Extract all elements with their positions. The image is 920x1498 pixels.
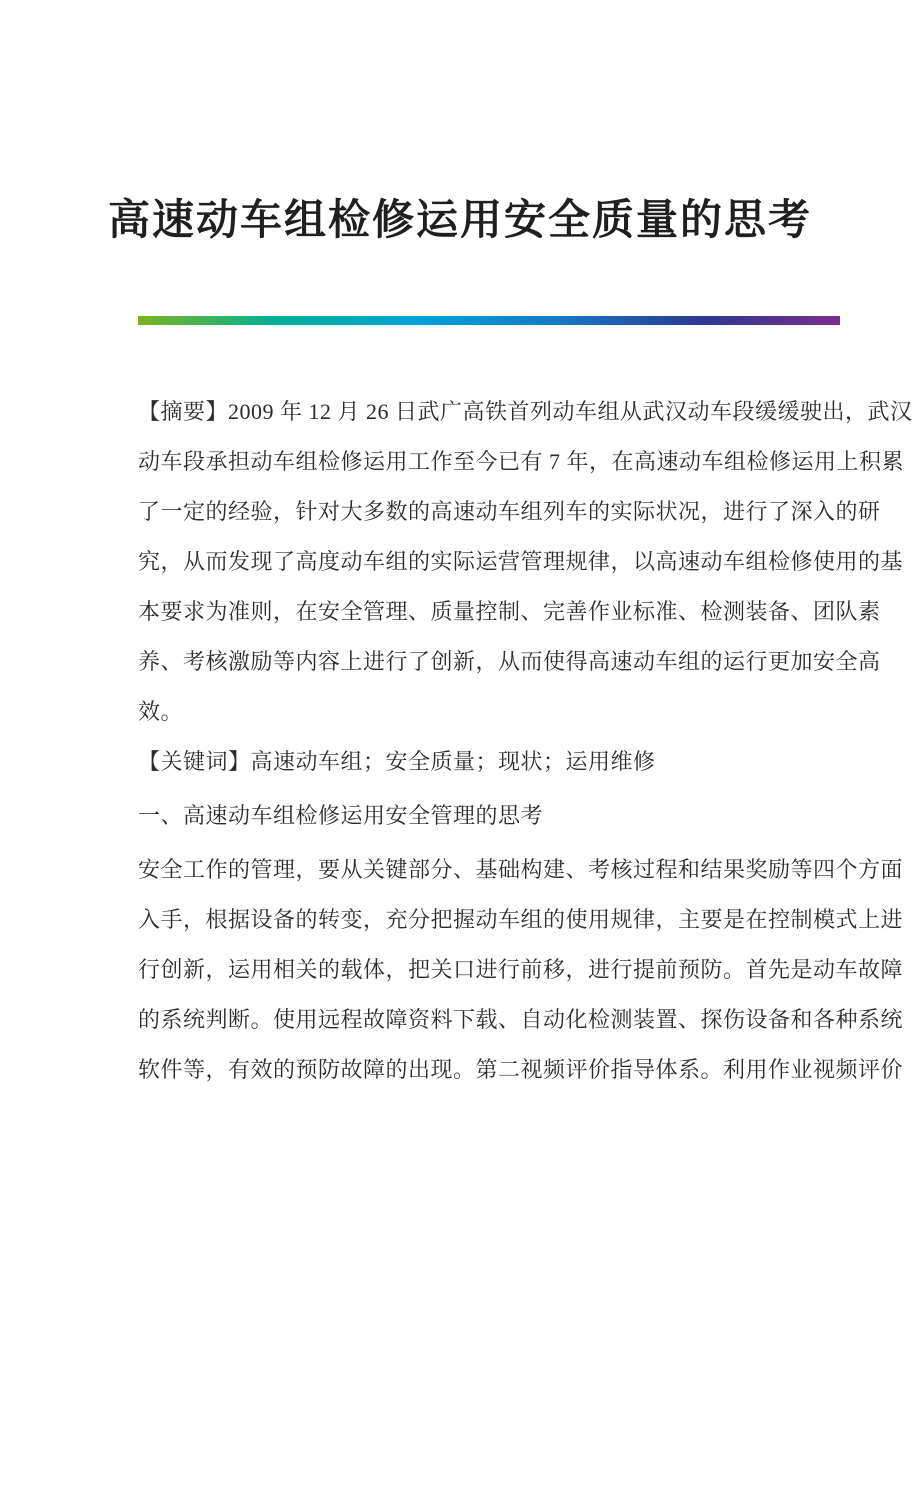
abstract-line: 本要求为准则，在安全管理、质量控制、完善作业标准、检测装备、团队素 [138, 599, 881, 625]
body-line: 的系统判断。使用远程故障资料下载、自动化检测装置、探伤设备和各种系统 [138, 1007, 904, 1033]
abstract-line: 究，从而发现了高度动车组的实际运营管理规律，以高速动车组检修使用的基 [138, 549, 904, 575]
abstract-paragraph [138, 387, 913, 737]
body-line: 安全工作的管理，要从关键部分、基础构建、考核过程和结果奖励等四个方面 [138, 857, 904, 883]
document-title: 高速动车组检修运用安全质量的思考 [107, 198, 812, 244]
section-paragraph [138, 845, 904, 1095]
abstract-line: 了一定的经验，针对大多数的高速动车组列车的实际状况，进行了深入的研 [138, 499, 881, 525]
body-line: 入手，根据设备的转变，充分把握动车组的使用规律，主要是在控制模式上进 [138, 907, 904, 933]
body-line: 行创新，运用相关的载体，把关口进行前移，进行提前预防。首先是动车故障 [138, 957, 904, 983]
body-line: 软件等，有效的预防故障的出现。第二视频评价指导体系。利用作业视频评价 [138, 1057, 904, 1083]
abstract-line: 养、考核激励等内容上进行了创新，从而使得高速动车组的运行更加安全高 [138, 649, 881, 675]
section-heading: 一、高速动车组检修运用安全管理的思考 [138, 803, 544, 829]
document-body [138, 387, 913, 1095]
document-page [0, 196, 920, 1498]
abstract-line: 效。 [138, 699, 184, 725]
gradient-divider [138, 316, 840, 325]
abstract-line: 【摘要】2009 年 12 月 26 日武广高铁首列动车组从武汉动车段缓缓驶出，武汉 [138, 399, 913, 425]
abstract-line: 动车段承担动车组检修运用工作至今已有 7 年，在高速动车组检修运用上积累 [138, 449, 905, 475]
keywords-line: 【关键词】高速动车组；安全质量；现状；运用维修 [138, 749, 656, 775]
